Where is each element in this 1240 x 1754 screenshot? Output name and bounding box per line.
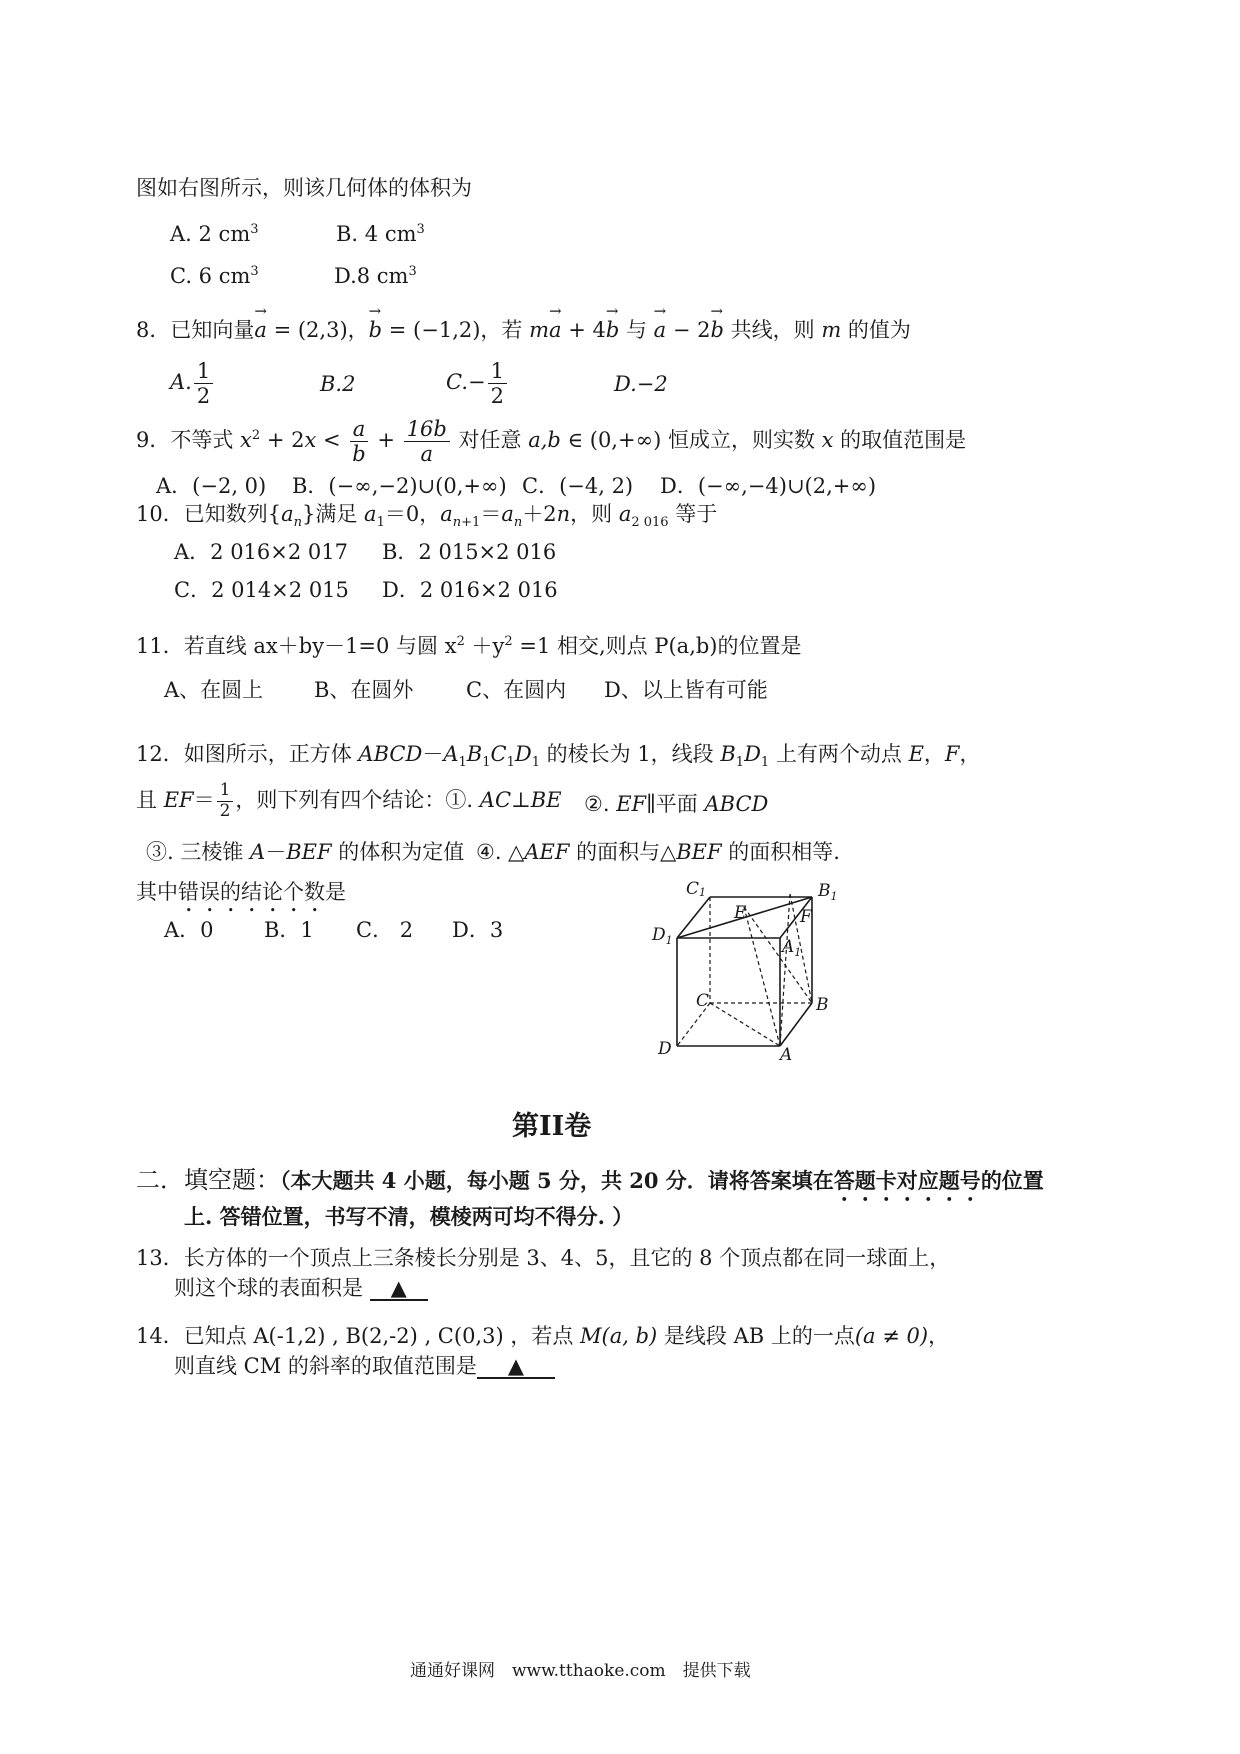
q13-stem-line2: 则这个球的表面积是 ▲ [174, 1278, 428, 1301]
q8-option-d: D.−2 [614, 372, 668, 396]
q10-stem: 10．已知数列$\{a_n\}$满足 $a_1=0$，$a_{n+1}=a_n+2n$，则 $a_{2 016}$ 等于 [136, 502, 718, 531]
q10-option-d: D．2 016×2 016 [382, 578, 558, 602]
segment-c-a [710, 1003, 780, 1046]
edge-a-b [780, 1003, 812, 1046]
q8-option-b: B.2 [320, 372, 356, 396]
q13-answer-blank: ▲ [370, 1278, 428, 1301]
q11-option-d: D、以上皆有可能 [604, 678, 768, 702]
q11-option-b: B、在圆外 [314, 678, 414, 702]
label-c: C [696, 991, 710, 1011]
q10-option-c: C．2 014×2 015 [174, 578, 349, 602]
q10-option-b: B．2 015×2 016 [382, 540, 557, 564]
q12-option-a: A．0 [164, 918, 214, 942]
footer-source: 通通好课网 www.tthaoke.com 提供下载 [410, 1661, 751, 1681]
q9-option-a: A．(−2, 0) [156, 474, 267, 498]
q12-stem-line1: 12．如图所示，正方体 $ABCD-A_1B_1C_1D_1$ 的棱长为 1，线段 $B_1D_1$ 上有两个动点 E，F， [136, 742, 981, 771]
q12-question: 其中错误的结论个数是 [136, 880, 346, 904]
q11-stem: 11．若直线 ax＋by－1=0 与圆 $x^2 +y^2 =1$ 相交,则点 P(a,b)的位置是 [136, 634, 802, 658]
q11-option-c: C、在圆内 [466, 678, 567, 702]
cube-figure [640, 870, 880, 1070]
q12-conclusion-3: ③. 三棱锥 A－BEF 的体积为定值 [146, 840, 465, 864]
q9-stem: 9．不等式 $x^2 + 2x$ < $\frac{a}{b}$ + $\frac{16b}{a}$ 对任意 a,b ∈ (0,+∞) 恒成立，则实数 x 的取值范围是 [136, 417, 967, 467]
q8-option-c: C.− $\frac{1}{2}$ [446, 360, 509, 407]
q8-option-a: A. $\frac{1}{2}$ [170, 360, 215, 407]
label-b1: $B_1$ [818, 881, 838, 903]
section-fill-in-note: 上. 答错位置，书写不清，模棱两可均不得分. ） [184, 1204, 634, 1229]
q12-stem-line2: 且 EF＝ $\frac{1}{2}$ ，则下列有四个结论：①. AC⊥BE [136, 780, 562, 821]
label-a1: $A_1$ [782, 937, 802, 959]
label-c1: C1 [686, 879, 707, 899]
q7-option-d: D.8 $cm^3$ [334, 264, 417, 288]
label-d: D [658, 1039, 672, 1059]
q14-stem-line1: 14．已知点 A(-1,2) , B(2,-2) , C(0,3) ，若点 M(a, b) 是线段 AB 上的一点(a ≠ 0)， [136, 1324, 950, 1348]
q7-option-a: A. 2 $cm^3$ [170, 222, 259, 246]
section-fill-in-heading: 二．填空题：（本大题共 4 小题，每小题 5 分，共 20 分．请将答案填在答题卡对应题号的位置 [136, 1166, 1044, 1194]
q9-option-c: C．(−4, 2) [522, 474, 634, 498]
q12-option-d: D．3 [452, 918, 504, 942]
label-a: A [780, 1045, 793, 1065]
label-d1: $D_1$ [652, 925, 673, 947]
q12-conclusion-4: ④. △AEF 的面积与△BEF 的面积相等. [476, 840, 840, 864]
q7-tail-text: 图如右图所示，则该几何体的体积为 [136, 176, 472, 200]
q12-conclusion-2: ②. EF∥平面 ABCD [584, 792, 769, 816]
q14-stem-line2: 则直线 CM 的斜率的取值范围是 ▲ [174, 1356, 555, 1379]
q8-stem: 8．已知向量→ a = (2,3)，→ b = (−1,2)，若 m→ a + 4→ b 与 → a − 2→ b 共线，则 m 的值为 [136, 320, 911, 341]
q11-option-a: A、在圆上 [164, 678, 264, 702]
q12-option-c: C． 2 [356, 918, 414, 942]
q13-stem-line1: 13．长方体的一个顶点上三条棱长分别是 3、4、5，且它的 8 个顶点都在同一球面上， [136, 1246, 951, 1270]
q7-option-c: C. 6 $cm^3$ [170, 264, 259, 288]
label-b: B [816, 995, 829, 1015]
segment-e-a [744, 907, 780, 1046]
q10-option-a: A．2 016×2 017 [174, 540, 348, 564]
q9-option-b: B．(−∞,−2)∪(0,+∞) [292, 474, 507, 498]
label-e: E [734, 903, 747, 923]
part2-title: 第II卷 [512, 1111, 592, 1142]
q14-answer-blank: ▲ [477, 1356, 555, 1379]
edge-c1-d1 [677, 897, 710, 938]
label-f: F [800, 907, 812, 927]
q7-option-b: B. 4 $cm^3$ [336, 222, 425, 246]
q9-option-d: D．(−∞,−4)∪(2,+∞) [660, 474, 877, 498]
q12-option-b: B．1 [264, 918, 314, 942]
